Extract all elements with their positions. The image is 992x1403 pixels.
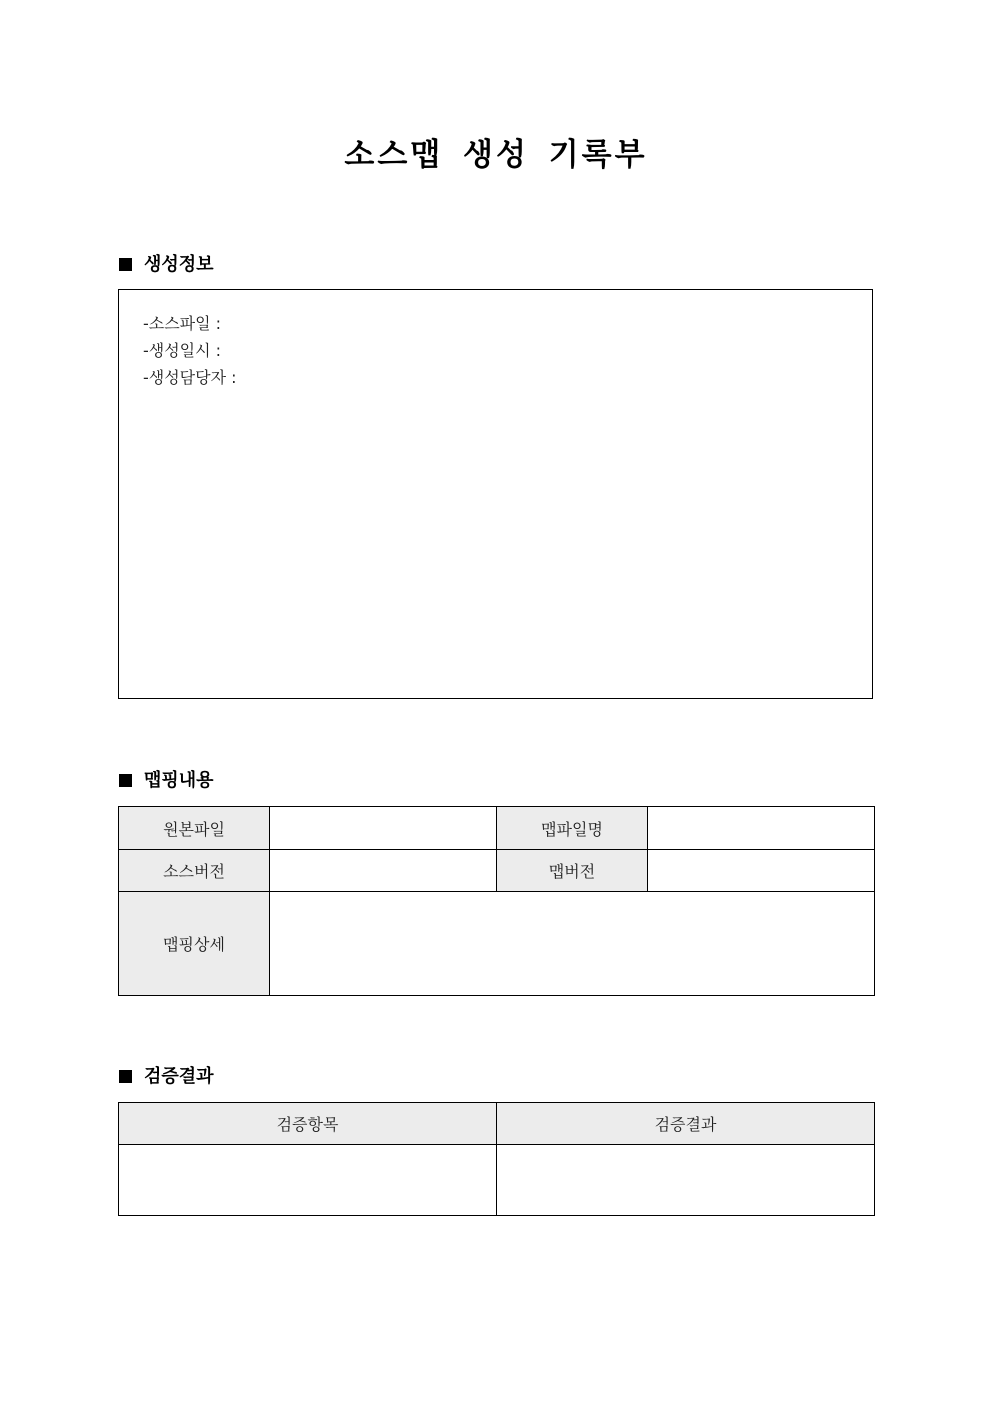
square-bullet-icon [119,258,132,271]
map-version-cell[interactable] [648,850,875,892]
square-bullet-icon [119,774,132,787]
verification-result-cell[interactable] [497,1145,875,1216]
source-version-label: 소스버전 [119,850,270,892]
section-heading-creation-info [119,252,214,278]
section-heading-verification [119,1064,214,1090]
table-row [119,807,875,850]
column-header-verification-item: 검증항목 [119,1103,497,1145]
table-header-row [119,1103,875,1145]
creator-line: -생성담당자 : [143,368,237,387]
creation-info-box[interactable] [118,289,873,699]
square-bullet-icon [119,1070,132,1083]
original-file-label: 원본파일 [119,807,270,850]
map-version-label: 맵버전 [497,850,648,892]
table-row [119,1145,875,1216]
section-heading-label: 생성정보 [144,254,214,275]
verification-item-cell[interactable] [119,1145,497,1216]
table-row [119,892,875,996]
section-heading-label: 검증결과 [144,1066,214,1087]
verification-table [118,1102,875,1216]
section-heading-mapping [119,768,214,794]
source-version-cell[interactable] [270,850,497,892]
created-datetime-line: -생성일시 : [143,341,222,360]
mapping-detail-label: 맵핑상세 [119,892,270,996]
mapping-detail-cell[interactable] [270,892,875,996]
mapping-table [118,806,875,996]
document-title: 소스맵 생성 기록부 [344,137,648,173]
map-file-name-label: 맵파일명 [497,807,648,850]
original-file-cell[interactable] [270,807,497,850]
table-row [119,850,875,892]
column-header-verification-result: 검증결과 [497,1103,875,1145]
source-file-line: -소스파일 : [143,314,222,333]
section-heading-label: 맵핑내용 [144,770,214,791]
map-file-name-cell[interactable] [648,807,875,850]
